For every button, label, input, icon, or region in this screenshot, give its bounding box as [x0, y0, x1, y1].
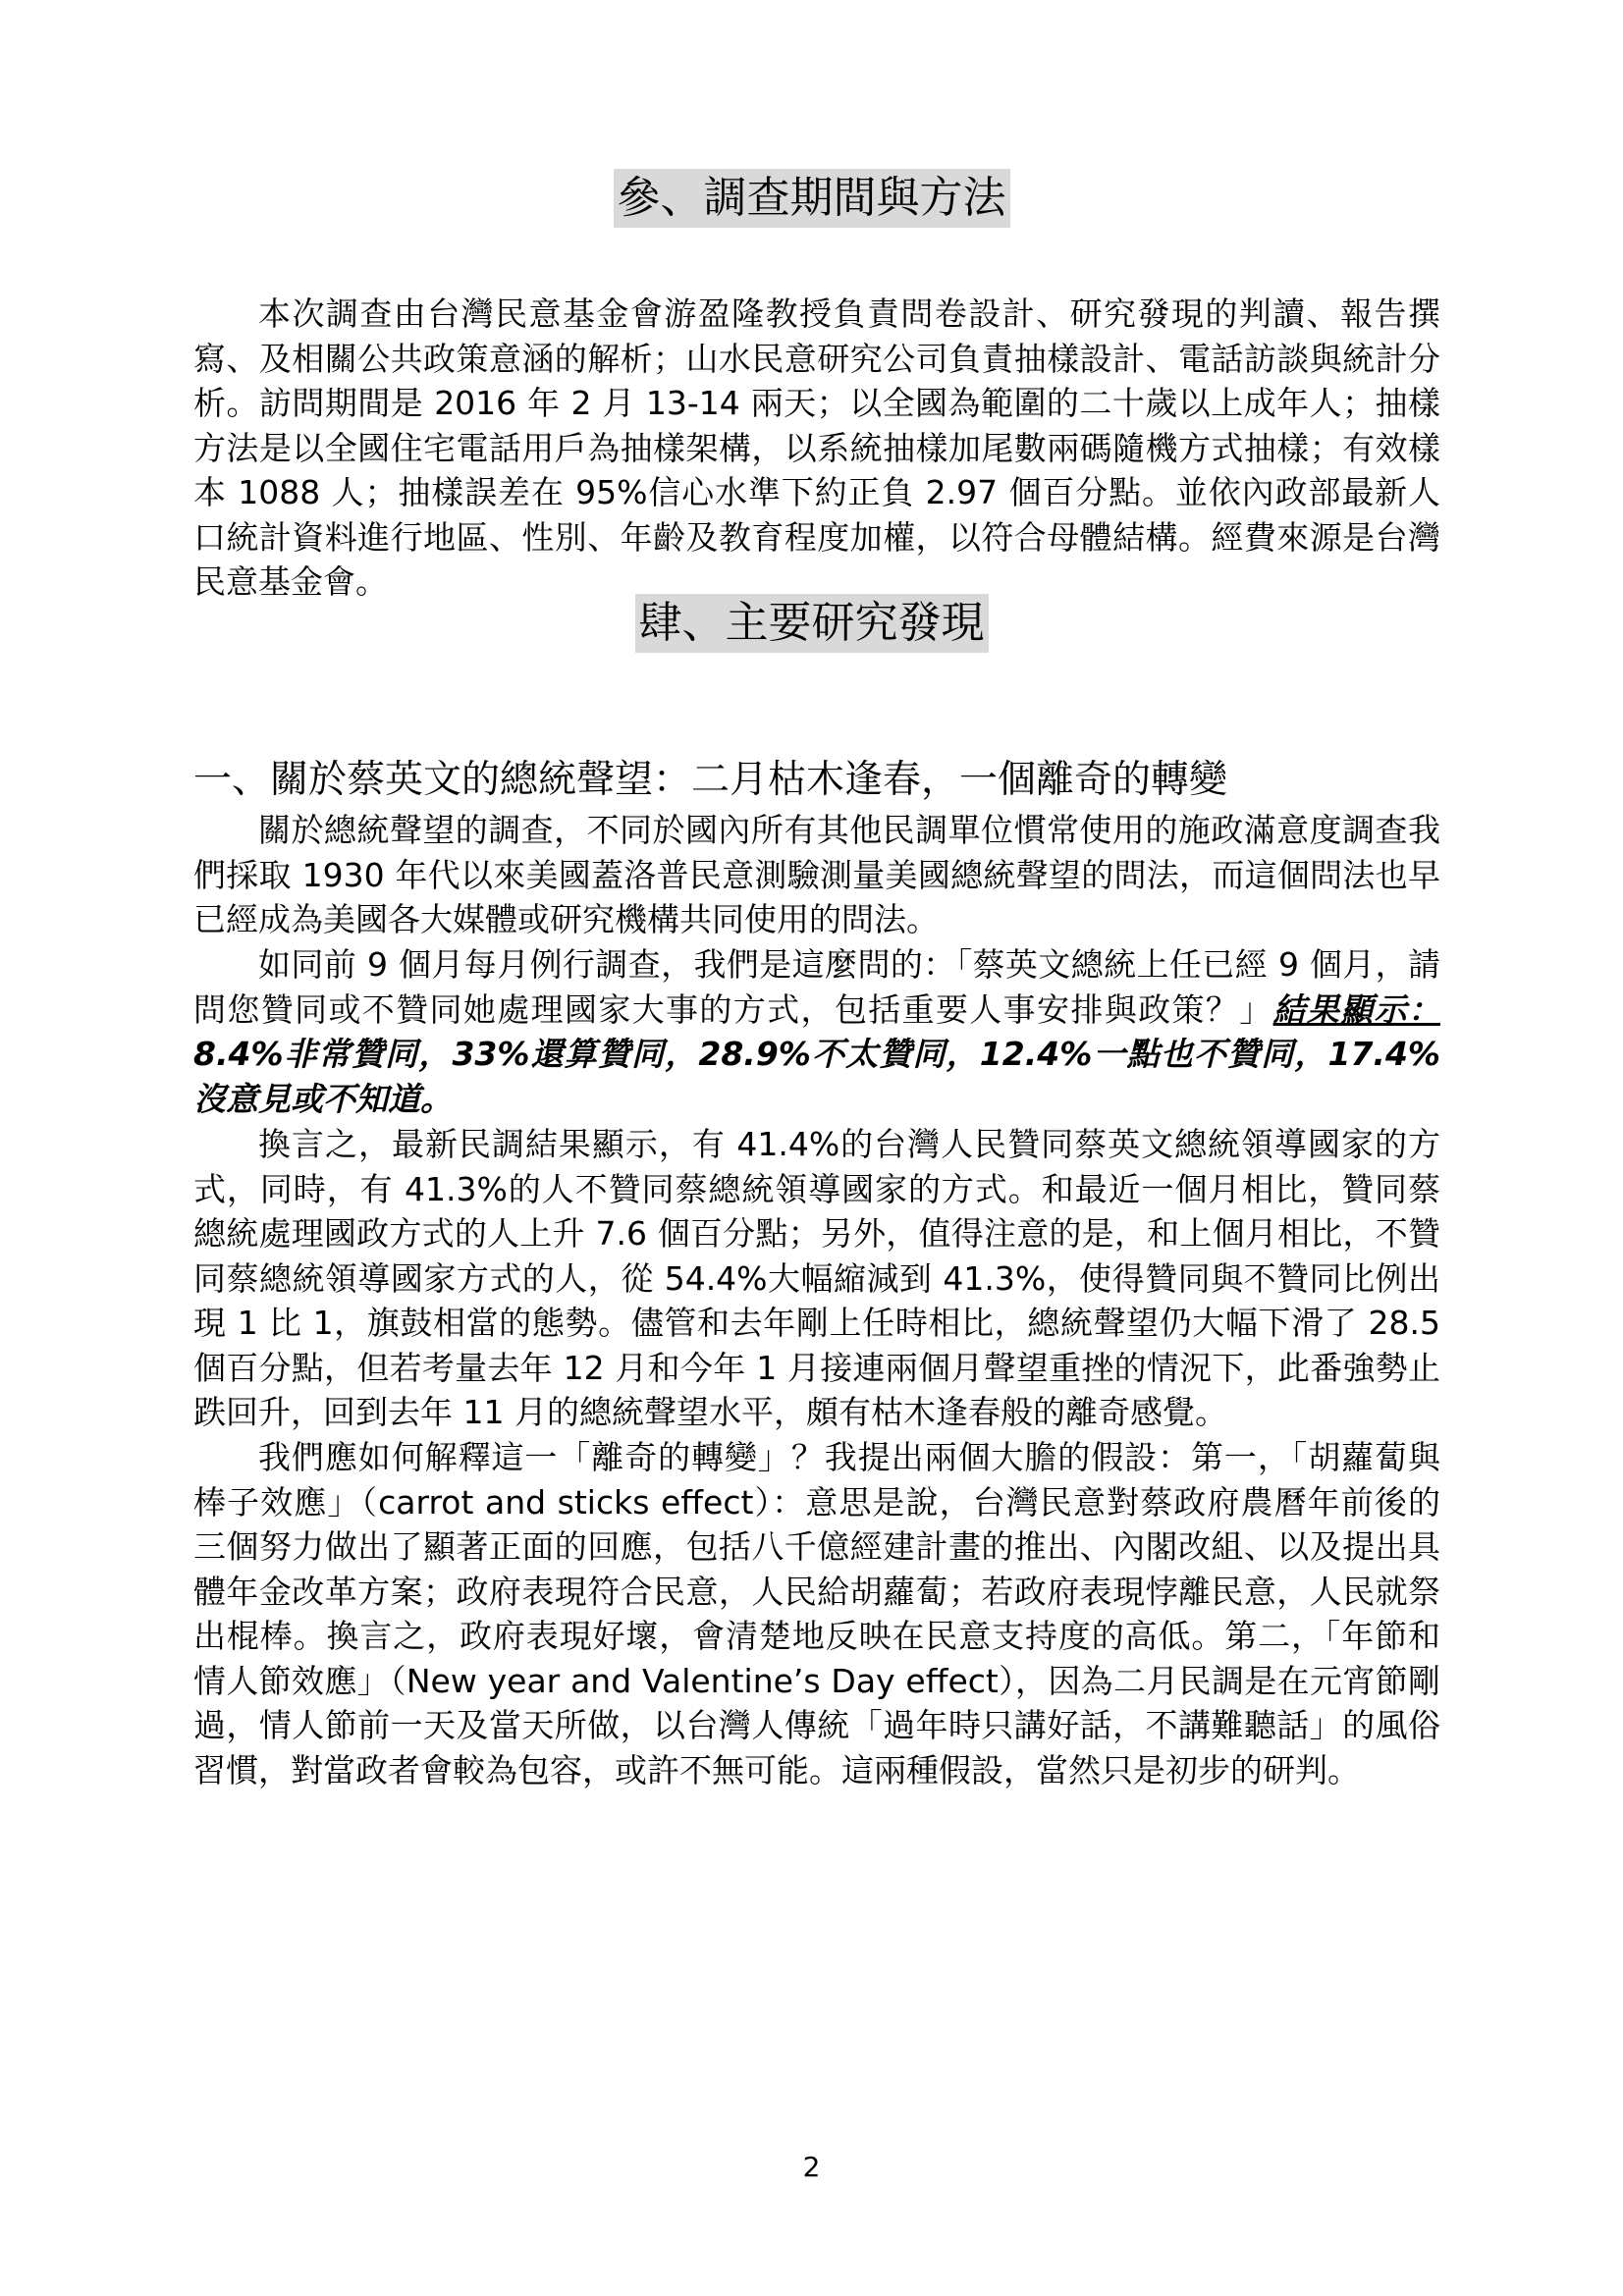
section-1-paragraph-3: 換言之，最新民調結果顯示，有 41.4%的台灣人民贊同蔡英文總統領導國家的方式，同時，有 41.3%的人不贊同蔡總統領導國家的方式。和最近一個月相比，贊同蔡總統處理國政方式的人上升 7.6 個百分點；另外，值得注意的是，和上個月相比，不贊同蔡總統領導國家方式的人，從 54.4%大幅縮減到 41.3%，使得贊同與不贊同比例出現 1 比 1，旗鼓相當的態勢。儘管和去年剛上任時相比，總統聲望仍大幅下滑了 28.5 個百分點，但若考量去年 12 月和今年 1 月接連兩個月聲望重挫的情況下，此番強勢止跌回升，回到去年 11 月的總統聲望水平，頗有枯木逢春般的離奇感覺。	[193, 1125, 1440, 1431]
heading-survey-period-and-method: 參、調查期間與方法	[614, 169, 1010, 228]
result-figures: 8.4%非常贊同，33%還算贊同，28.9%不太贊同，12.4%一點也不贊同，17.4%沒意見或不知道。	[193, 1035, 1440, 1118]
question-text: 如同前 9 個月每月例行調查，我們是這麼問的：「蔡英文總統上任已經 9 個月，請問您贊同或不贊同她處理國家大事的方式，包括重要人事安排與政策？」	[193, 945, 1440, 1029]
section-1-paragraph-2	[193, 942, 1440, 1121]
heading-findings-wrap	[0, 594, 1623, 653]
result-label: 結果顯示：	[1272, 989, 1441, 1029]
heading-main-findings: 肆、主要研究發現	[635, 594, 989, 653]
section-1-paragraph-4: 我們應如何解釋這一「離奇的轉變」？我提出兩個大膽的假設：第一，「胡蘿蔔與棒子效應」（carrot and sticks effect）：意思是說，台灣民意對蔡政府農曆年前後的三個努力做出了顯著正面的回應，包括八千億經建計畫的推出、內閣改組、以及提出具體年金改革方案；政府表現符合民意，人民給胡蘿蔔；若政府表現悖離民意，人民就祭出棍棒。換言之，政府表現好壞，會清楚地反映在民意支持度的高低。第二，「年節和情人節效應」（New year and Valentine’s Day effect），因為二月民調是在元宵節剛過，情人節前一天及當天所做，以台灣人傳統「過年時只講好話，不講難聽話」的風俗習慣，對當政者會較為包容，或許不無可能。這兩種假設，當然只是初步的研判。	[193, 1438, 1440, 1789]
heading-methods-wrap	[0, 169, 1623, 228]
page-number: 2	[802, 2151, 821, 2183]
section-1-title: 一、關於蔡英文的總統聲望：二月枯木逢春，一個離奇的轉變	[193, 758, 1228, 802]
method-paragraph: 本次調查由台灣民意基金會游盈隆教授負責問卷設計、研究發現的判讀、報告撰寫、及相關公共政策意涵的解析；山水民意研究公司負責抽樣設計、電話訪談與統計分析。訪問期間是 2016 年 2 月 13-14 兩天；以全國為範圍的二十歲以上成年人；抽樣方法是以全國住宅電話用戶為抽樣架構，以系統抽樣加尾數兩碼隨機方式抽樣；有效樣本 1088 人；抽樣誤差在 95%信心水準下約正負 2.97 個百分點。並依內政部最新人口統計資料進行地區、性別、年齡及教育程度加權，以符合母體結構。經費來源是台灣民意基金會。	[193, 294, 1440, 601]
section-1-paragraph-1: 關於總統聲望的調查，不同於國內所有其他民調單位慣常使用的施政滿意度調查我們採取 1930 年代以來美國蓋洛普民意測驗測量美國總統聲望的問法，而這個問法也早已經成為美國各大媒體或研究機構共同使用的問法。	[193, 811, 1440, 938]
